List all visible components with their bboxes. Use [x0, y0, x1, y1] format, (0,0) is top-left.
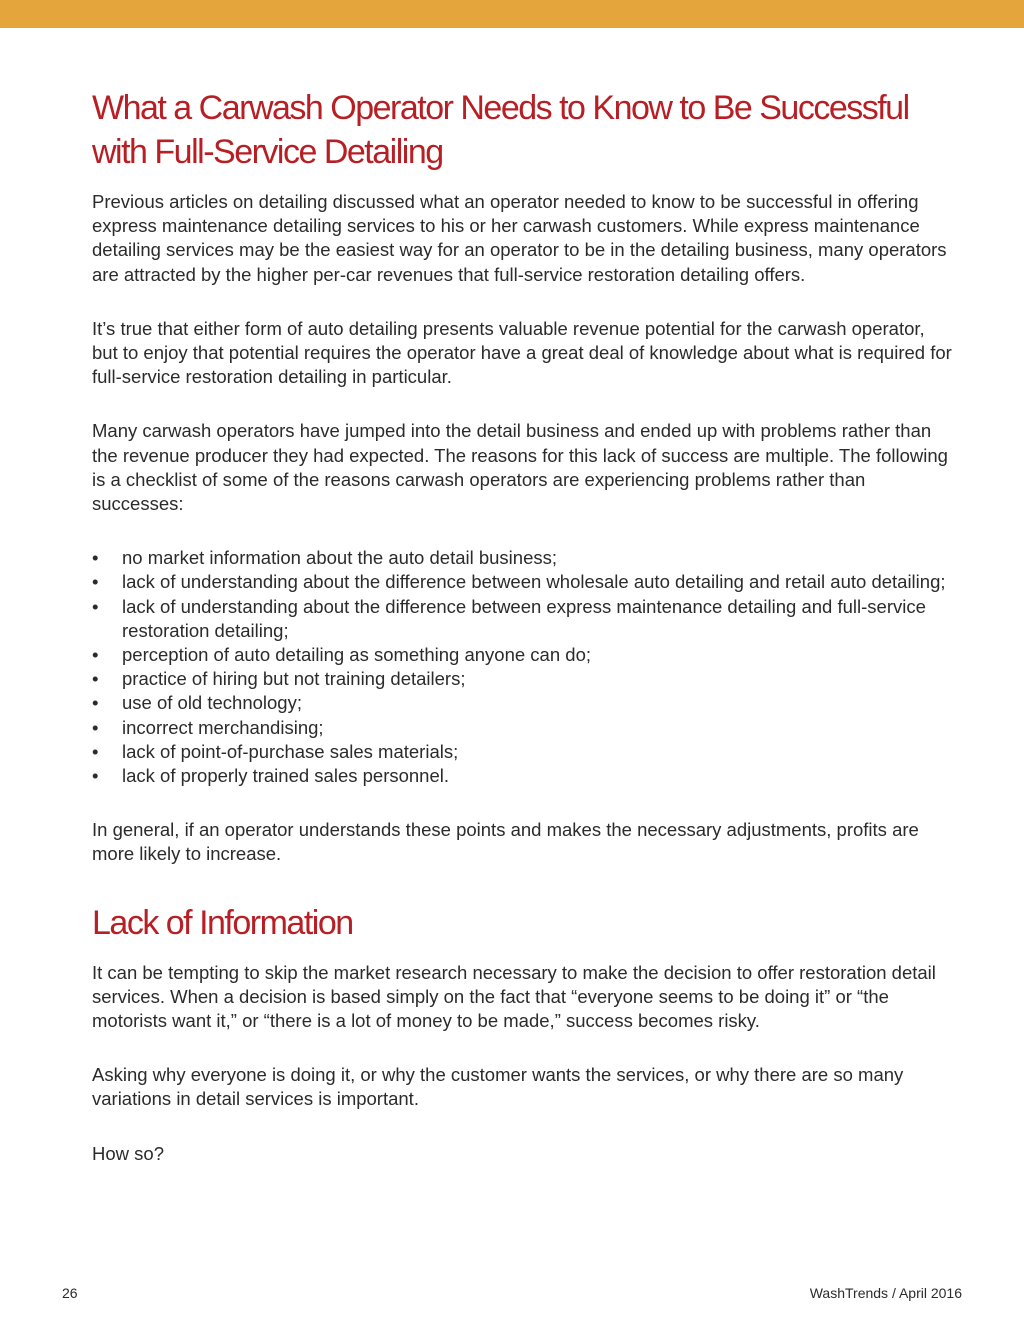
section-paragraph-2: Asking why everyone is doing it, or why the customer wants the services, or why there are so many variations in detail services is important. — [92, 1064, 904, 1110]
conclusion-paragraph: In general, if an operator understands these points and makes the necessary adjustments, profits are more likely to increase. — [92, 819, 919, 865]
list-item: • lack of properly trained sales personnel. — [92, 764, 952, 788]
bullet: • — [92, 571, 99, 593]
top-accent-bar — [0, 0, 1024, 28]
list-item: • lack of understanding about the difference between wholesale auto detailing and retail auto detailing; — [92, 570, 952, 594]
intro-paragraph-2: It’s true that either form of auto detailing presents valuable revenue potential for the carwash operator, but to enjoy that potential requires the operator have a great deal of knowledge about what is required for full-service restoration detailing in particular. — [92, 317, 952, 388]
article-body — [92, 86, 952, 1166]
section-paragraph-3: How so? — [92, 1142, 164, 1164]
list-item: • no market information about the auto detail business; — [92, 546, 952, 570]
list-item: • lack of point-of-purchase sales materials; — [92, 740, 952, 764]
bullet: • — [92, 595, 99, 617]
bullet: • — [92, 692, 99, 714]
intro-paragraph-1: Previous articles on detailing discussed what an operator needed to know to be successful in offering express maintenance detailing services to his or her carwash customers. While express maintenance detailing services may be the easiest way for an operator to be in the detailing business, many operators are attracted by the higher per-car revenues that full-service restoration detailing offers. — [92, 191, 947, 285]
intro-paragraph-3: Many carwash operators have jumped into the detail business and ended up with problems rather than the revenue producer they had expected. The reasons for this lack of success are multiple. The following is a checklist of some of the reasons carwash operators are experiencing problems rather than successes: — [92, 420, 948, 515]
page-number: 26 — [62, 1285, 78, 1301]
bullet: • — [92, 740, 99, 762]
bullet: • — [92, 547, 99, 569]
list-item: • use of old technology; — [92, 691, 952, 715]
bullet: • — [92, 668, 99, 690]
list-item: • perception of auto detailing as something anyone can do; — [92, 643, 952, 667]
checklist — [92, 546, 952, 788]
article-title: What a Carwash Operator Needs to Know to Be Successful with Full-Service Detailing — [92, 89, 909, 171]
bullet: • — [92, 716, 99, 738]
section-paragraph-1: It can be tempting to skip the market research necessary to make the decision to offer restoration detail services. When a decision is based simply on the fact that “everyone seems to be doing it” or “the motorists want it,” or “there is a lot of money to be made,” success becomes risky. — [92, 961, 936, 1032]
list-item: • lack of understanding about the difference between express maintenance detailing and full-service restoration detailing; — [92, 595, 926, 641]
bullet: • — [92, 765, 99, 787]
publication-info: WashTrends / April 2016 — [809, 1285, 962, 1301]
list-item: • practice of hiring but not training detailers; — [92, 667, 952, 691]
section-heading: Lack of Information — [92, 903, 353, 942]
bullet: • — [92, 644, 99, 666]
list-item: • incorrect merchandising; — [92, 716, 952, 740]
